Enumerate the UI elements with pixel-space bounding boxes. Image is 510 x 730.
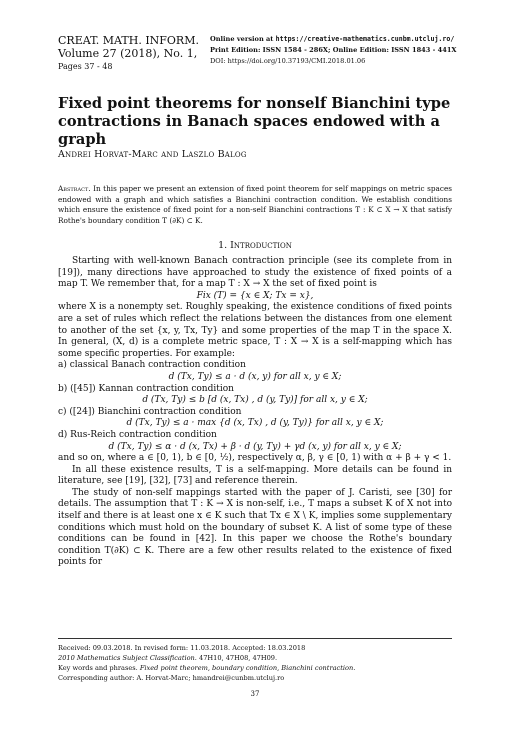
section-heading: 1. Introduction (218, 240, 292, 251)
paragraph: and so on, where a ∈ [0, 1), b ∈ [0, ½), respectively α, β, γ ∈ [0, 1) with α + β + γ < 1. (58, 453, 452, 464)
list-item: c) ([24]) Bianchini contraction condition (58, 406, 242, 417)
list-item: a) classical Banach contraction condition (58, 360, 246, 371)
online-version: Online version at https://creative-mathematics.cunbm.utcluj.ro/ (210, 35, 455, 43)
corresponding-author: Corresponding author: A. Horvat-Marc; hmandrei@cunbm.utcluj.ro (58, 674, 285, 682)
equation: d (Tx, Ty) ≤ α · d (x, Tx) + β · d (y, Ty) + γd (x, y) for all x, y ∈ X; (108, 441, 402, 452)
abstract-label: Abstract. (58, 184, 91, 193)
paragraph: Starting with well-known Banach contraction principle (see its complete from in [19]), many directions have approached to study the existence of fixed points of a map T. We remember that, for a map T : X → X the set of fixed point is (58, 256, 452, 290)
publication-info (210, 34, 470, 73)
equation: d (Tx, Ty) ≤ a · d (x, y) for all x, y ∈ X; (168, 371, 342, 382)
journal-info (58, 34, 199, 73)
equation: d (Tx, Ty) ≤ a · max {d (x, Tx) , d (y, Ty)} for all x, y ∈ X; (126, 418, 384, 429)
doi-link[interactable]: DOI: https://doi.org/10.37193/CMI.2018.01.06 (210, 57, 366, 65)
keywords: Key words and phrases. Fixed point theorem, boundary condition, Bianchini contraction. (58, 664, 356, 672)
msc-classification: 2010 Mathematics Subject Classification. 47H10, 47H08, 47H09. (58, 654, 278, 662)
online-url-link[interactable]: https://creative-mathematics.cunbm.utcluj.ro/ (275, 35, 455, 43)
footnote (58, 638, 452, 683)
list-item: d) Rus-Reich contraction condition (58, 429, 217, 440)
journal-name: CREAT. MATH. INFORM. (58, 34, 199, 47)
paragraph: In all these existence results, T is a self-mapping. More details can be found in literature, see [19], [32], [73] and reference therein. (58, 464, 452, 487)
paper-title: Fixed point theorems for nonself Bianchini type contractions in Banach spaces endowed with a graph (58, 95, 451, 148)
paper-authors: Andrei Horvat-Marc and Laszlo Balog (58, 149, 247, 160)
equation: d (Tx, Ty) ≤ b [d (x, Tx) , d (y, Ty)] for all x, y ∈ X; (142, 395, 368, 406)
page-number: 37 (250, 690, 260, 698)
paragraph: where X is a nonempty set. Roughly speaking, the existence conditions of fixed points are a set of rules which reflect the relations between the distances from one element to another of the set {x, y, Tx, Ty} and some properties of the map T in the space X. In general, (X, d) is a complete metric space, T : X → X is a self-mapping which has some specific properties. For example: (58, 302, 452, 359)
abstract-text: In this paper we present an extension of fixed point theorem for self mappings on metric spaces endowed with a graph and which satisfies a Bianchini contraction condition. We establish conditions which ensure the existence of fixed point for a non-self Bianchini contractions T : K ⊂ X → X that satisfy Rothe's boundary condition T (∂K) ⊂ K. (58, 184, 453, 225)
journal-header (58, 34, 470, 73)
body-text (58, 256, 452, 569)
paragraph: The study of non-self mappings started with the paper of J. Caristi, see [30] for details. The assumption that T : K → X is non-self, i.e., T maps a subset K of X not into itself and there is at least one x ∈ K such that Tx ∈ X \ K, implies some supplementary conditions which must hold on the boundary of subset K. A list of some type of these conditions can be found in [42]. In this paper we choose the Rothe's boundary condition T(∂K) ⊂ K. There are a few other results related to the existence of fixed points for (58, 487, 452, 568)
received-dates: Received: 09.03.2018. In revised form: 11.03.2018. Accepted: 18.03.2018 (58, 644, 306, 652)
equation: Fix (T) = {x ∈ X; Tx = x}, (196, 290, 314, 301)
journal-pages: Pages 37 - 48 (58, 62, 113, 71)
list-item: b) ([45]) Kannan contraction condition (58, 383, 234, 394)
abstract (58, 184, 452, 226)
issn: Print Edition: ISSN 1584 - 286X; Online Edition: ISSN 1843 - 441X (210, 46, 457, 54)
journal-volume: Volume 27 (2018), No. 1, (58, 47, 198, 60)
